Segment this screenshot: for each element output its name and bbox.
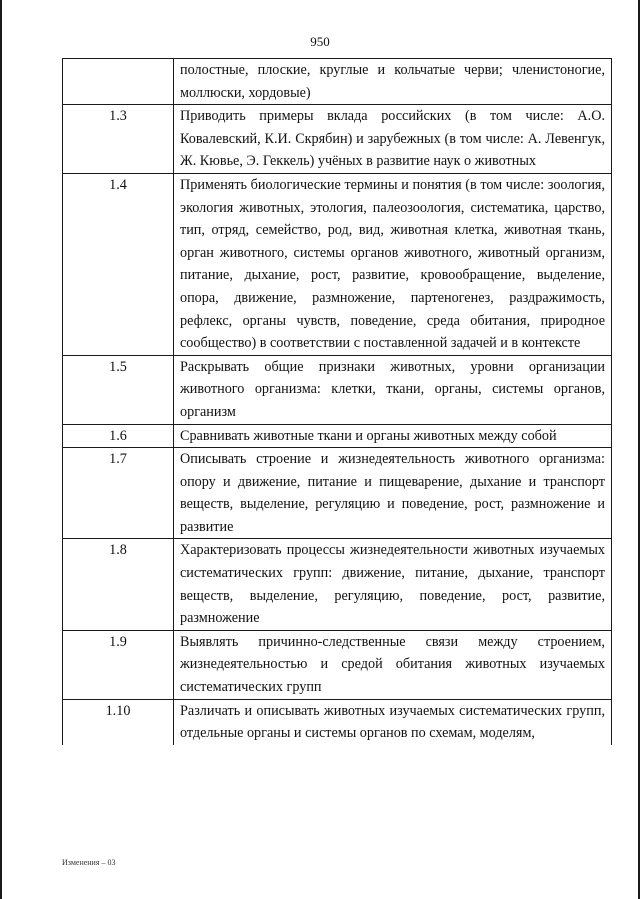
row-text: Различать и описывать животных изучаемых систематических групп, отдельные органы и системы органов по схемам, моделям, <box>174 699 612 745</box>
table-row <box>63 59 612 105</box>
row-text: Раскрывать общие признаки животных, уровни организации животного организма: клетки, ткани, органы, системы органов, организм <box>174 355 612 424</box>
row-text: Описывать строение и жизнедеятельность животного организма: опору и движение, питание и пищеварение, дыхание и транспорт веществ, выделение, регуляцию и поведение, рост, размножение и развитие <box>174 448 612 539</box>
requirements-table <box>62 58 612 745</box>
row-text: Сравнивать животные ткани и органы животных между собой <box>174 424 612 448</box>
table-row <box>63 630 612 699</box>
row-code: 1.7 <box>63 448 174 539</box>
row-text: Применять биологические термины и понятия (в том числе: зоология, экология животных, этология, палеозоология, систематика, царство, тип, отряд, семейство, род, вид, животная клетка, животная ткань, орган животного, системы органов животного, животный организм, питание, дыхание, рост, развитие, кровообращение, выделение, опора, движение, размножение, партеногенез, раздражимость, рефлекс, органы чувств, поведение, среда обитания, природное сообщество) в соответствии с поставленной задачей и в контексте <box>174 173 612 355</box>
table-row <box>63 539 612 630</box>
row-text: Приводить примеры вклада российских (в том числе: А.О. Ковалевский, К.И. Скрябин) и зарубежных (в том числе: А. Левенгук, Ж. Кювье, Э. Геккель) учёных в развитие наук о животных <box>174 105 612 174</box>
row-code: 1.5 <box>63 355 174 424</box>
table-row <box>63 105 612 174</box>
table-row <box>63 355 612 424</box>
row-code: 1.6 <box>63 424 174 448</box>
row-text: Характеризовать процессы жизнедеятельности животных изучаемых систематических групп: движение, питание, дыхание, транспорт веществ, выделение, регуляцию, поведение, рост, развитие, размножение <box>174 539 612 630</box>
row-code: 1.8 <box>63 539 174 630</box>
row-code <box>63 59 174 105</box>
row-text: полостные, плоские, круглые и кольчатые черви; членистоногие, моллюски, хордовые) <box>174 59 612 105</box>
page-number: 950 <box>310 34 330 49</box>
table-row <box>63 424 612 448</box>
table-row <box>63 699 612 745</box>
row-code: 1.9 <box>63 630 174 699</box>
revision-note: Изменения – 03 <box>62 858 116 867</box>
row-text: Выявлять причинно-следственные связи между строением, жизнедеятельностью и средой обитания животных изучаемых систематических групп <box>174 630 612 699</box>
table-row <box>63 448 612 539</box>
row-code: 1.4 <box>63 173 174 355</box>
row-code: 1.10 <box>63 699 174 745</box>
table-row <box>63 173 612 355</box>
row-code: 1.3 <box>63 105 174 174</box>
